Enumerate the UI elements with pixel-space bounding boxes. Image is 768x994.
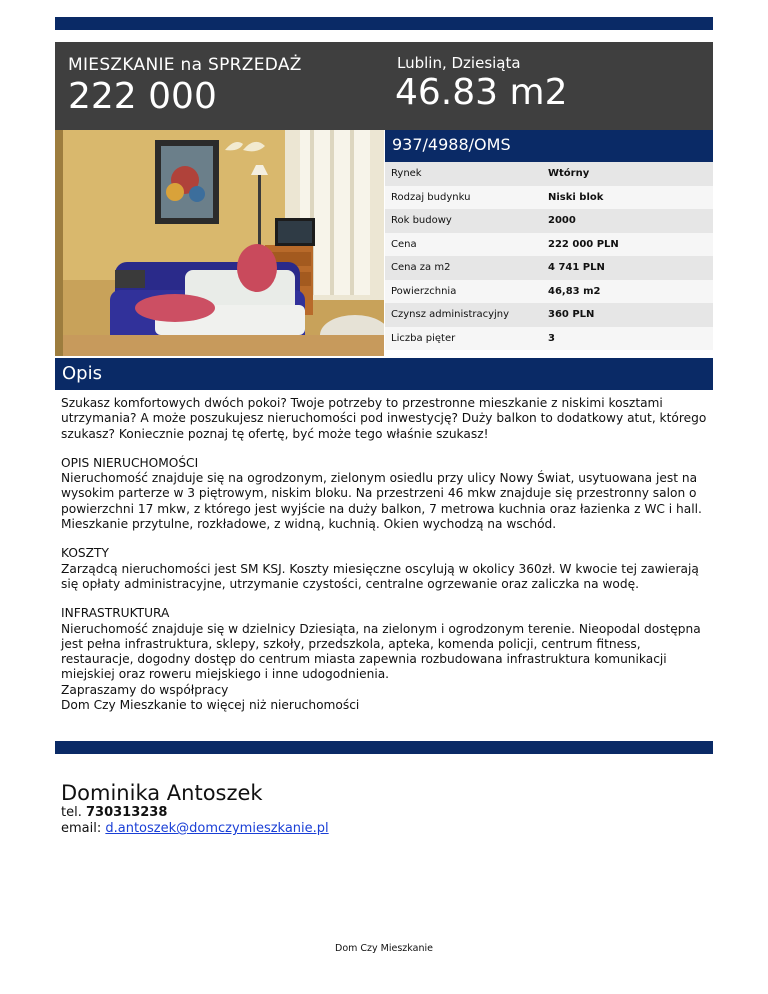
phone-line xyxy=(61,805,329,821)
section-text: Nieruchomość znajduje się w dzielnicy Dziesiąta, na zielonym i ogrodzonym terenie. Nieopodal dostępna jest pełna infrastruktura, sklepy, szkoły, przedszkola, apteka, komenda policji, centrum fitness, restauracje, dogodny dostęp do centrum miasta zapewnia rozbudowana infrastruktura komunikacji miejskiej oraz roweru miejskiego i inne udogodnienia. xyxy=(61,621,701,682)
email-link[interactable]: d.antoszek@domczymieszkanie.pl xyxy=(105,821,329,836)
spec-value: 4 741 PLN xyxy=(548,262,605,274)
area-heading: 46.83 m2 xyxy=(395,72,568,113)
email-line xyxy=(61,821,329,837)
section-title: KOSZTY xyxy=(61,546,109,561)
footer-text: Dom Czy Mieszkanie xyxy=(335,943,433,954)
spec-label: Cena za m2 xyxy=(391,262,451,274)
spec-label: Liczba pięter xyxy=(391,332,456,344)
email-label: email: xyxy=(61,821,102,836)
closing-line: Dom Czy Mieszkanie to więcej niż nieruchomości xyxy=(61,698,360,713)
section-title: OPIS NIERUCHOMOŚCI xyxy=(61,455,199,470)
bottom-accent-bar xyxy=(55,741,713,754)
reference-number-bar xyxy=(385,130,713,162)
spec-value: Wtórny xyxy=(548,168,590,180)
table-row xyxy=(385,303,713,327)
price-heading: 222 000 xyxy=(68,76,217,117)
spec-value: 222 000 PLN xyxy=(548,238,619,250)
table-row xyxy=(385,186,713,210)
spec-label: Rok budowy xyxy=(391,215,452,227)
table-row xyxy=(385,209,713,233)
description-heading-bar xyxy=(55,358,713,390)
spec-value: 46,83 m2 xyxy=(548,285,601,297)
spec-value: 3 xyxy=(548,332,555,344)
phone-label: tel. xyxy=(61,805,82,820)
top-accent-bar xyxy=(55,17,713,30)
closing-line: Zapraszamy do współpracy xyxy=(61,682,229,697)
listing-header xyxy=(55,42,713,130)
description-intro: Szukasz komfortowych dwóch pokoi? Twoje potrzeby to przestronne mieszkanie z niskimi kosztami utrzymania? A może poszukujesz nieruchomości pod inwestycję? Duży balkon to dodatkowy atut, którego szukasz? Koniecznie poznaj tę ofertę, być może tego właśnie szukasz! xyxy=(61,396,707,441)
table-row xyxy=(385,327,713,351)
section-title: INFRASTRUKTURA xyxy=(61,606,170,621)
spec-label: Rodzaj budynku xyxy=(391,191,471,203)
agent-name: Dominika Antoszek xyxy=(61,781,263,805)
spec-label: Czynsz administracyjny xyxy=(391,309,510,321)
spec-value: Niski blok xyxy=(548,191,604,203)
section-text: Nieruchomość znajduje się na ogrodzonym, zielonym osiedlu przy ulicy Nowy Świat, usytuowana jest na wysokim parterze w 3 piętrowym, niskim bloku. Na przestrzeni 46 mkw znajduje się przestronny salon o powierzchni 17 mkw, z którego jest wyjście na duży balkon, 7 metrowa kuchnia oraz łazienka z WC i hall. Mieszkanie przytulne, rozkładowe, z widną, kuchnią. Okien wychodzą na wschód. xyxy=(61,471,702,532)
table-row xyxy=(385,256,713,280)
agent-contact xyxy=(61,805,329,837)
spec-label: Powierzchnia xyxy=(391,285,457,297)
phone-number: 730313238 xyxy=(85,805,168,820)
table-row xyxy=(385,162,713,186)
reference-number: 937/4988/OMS xyxy=(392,135,511,154)
description-body xyxy=(61,396,711,713)
spec-label: Cena xyxy=(391,238,417,250)
description-heading: Opis xyxy=(62,363,102,384)
spec-value: 2000 xyxy=(548,215,576,227)
table-row xyxy=(385,233,713,257)
spec-value: 360 PLN xyxy=(548,309,595,321)
specs-table xyxy=(385,162,713,350)
property-photo xyxy=(55,130,384,356)
table-row xyxy=(385,280,713,304)
location-label: Lublin, Dziesiąta xyxy=(397,54,521,72)
property-type-label: MIESZKANIE na SPRZEDAŻ xyxy=(68,55,302,75)
spec-label: Rynek xyxy=(391,168,422,180)
section-text: Zarządcą nieruchomości jest SM KSJ. Koszty miesięczne oscylują w okolicy 360zł. W kwocie tej zawierają się opłaty administracyjne, utrzymanie czystości, centralne ogrzewanie oraz zaliczka na wodę. xyxy=(61,561,699,591)
